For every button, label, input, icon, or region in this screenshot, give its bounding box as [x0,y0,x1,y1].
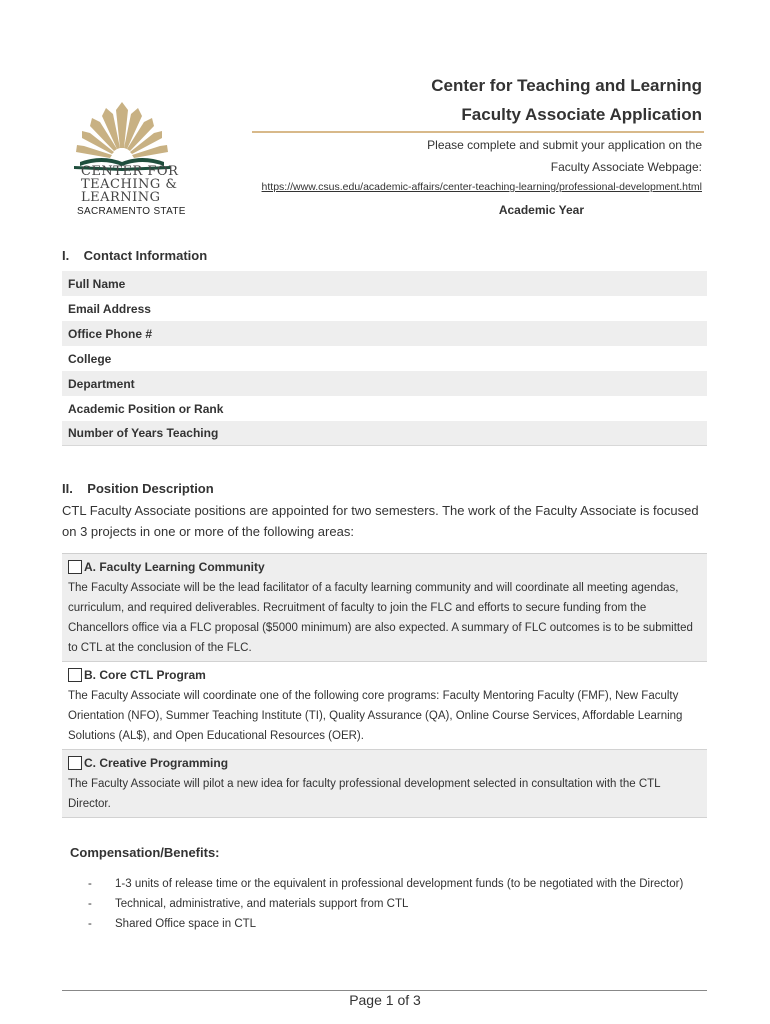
area-b-description: The Faculty Associate will coordinate one of the following core programs: Faculty Mentoring Faculty (FMF), New Faculty Orientation (NFO), Summer Teaching Institute (TI), Quality Assurance (QA), Online Course Services, Affordable Learning Solutions (AL$), and Open Educational Resources (OER). [68,690,683,742]
checkbox-area-c[interactable] [68,756,82,770]
logo-line-3: LEARNING [81,190,161,205]
list-item: - Technical, administrative, and materials support from CTL [88,894,708,914]
footer-divider [62,990,707,991]
field-position-rank[interactable]: Academic Position or Rank [68,401,224,416]
header-divider [252,131,704,133]
field-full-name[interactable]: Full Name [62,271,707,296]
field-years-teaching[interactable]: Number of Years Teaching [62,421,707,446]
compensation-item-3: Shared Office space in CTL [115,918,257,930]
field-college[interactable]: College [68,351,112,366]
area-faculty-learning-community [62,554,707,662]
list-item: - 1-3 units of release time or the equivalent in professional development funds (to be negotiated with the Director) [88,874,708,894]
area-a-description: The Faculty Associate will be the lead facilitator of a faculty learning community and will coordinate all meeting agendas, curriculum, and required deliverables. Recruitment of faculty to join the FLC and efforts to secure funding from the Chancellors office via a FLC proposal ($5000 minimum) are also expected. A summary of FLC outcomes is to be submitted to CTL at the conclusion of the FLC. [68,582,693,654]
area-c-description: The Faculty Associate will pilot a new idea for faculty professional development selected in consultation with the CTL Director. [68,778,661,810]
page-subtitle: Faculty Associate Application [461,105,702,124]
logo-line-1: CENTER FOR [81,164,179,179]
area-creative-programming [62,750,707,818]
compensation-title: Compensation/Benefits: [70,845,220,860]
logo-line-2: TEACHING & [81,177,178,192]
page-title: Center for Teaching and Learning [431,76,702,95]
logo-subtitle: SACRAMENTO STATE [77,206,186,217]
instruction-line-2: Faculty Associate Webpage: [550,160,702,174]
contact-table [62,271,707,446]
page-number: Page 1 of 3 [349,992,421,1008]
field-email[interactable]: Email Address [68,301,151,316]
checkbox-area-b[interactable] [68,668,82,682]
compensation-item-2: Technical, administrative, and materials support from CTL [115,898,409,910]
compensation-item-1: 1-3 units of release time or the equivalent in professional development funds (to be negotiated with the Director) [115,878,684,890]
instruction-line-1: Please complete and submit your application on the [427,138,702,152]
academic-year-label: Academic Year [498,203,584,217]
position-section-title: II. Position Description [62,481,214,496]
contact-section-title: I. Contact Information [62,248,208,263]
position-intro: CTL Faculty Associate positions are appointed for two semesters. The work of the Faculty Associate is focused on 3 projects in one or more of the following areas: [62,503,699,539]
area-a-label: A. Faculty Learning Community [84,560,265,574]
list-item: - Shared Office space in CTL [88,914,708,934]
checkbox-area-a[interactable] [68,560,82,574]
area-c-label: C. Creative Programming [84,756,229,770]
logo-wordmark [81,165,178,204]
compensation-list [88,874,708,934]
field-office-phone[interactable]: Office Phone # [62,321,707,346]
field-department[interactable]: Department [62,371,707,396]
area-core-ctl-program [62,662,707,750]
area-b-label: B. Core CTL Program [84,668,206,682]
areas-list [62,553,707,818]
webpage-link[interactable]: https://www.csus.edu/academic-affairs/center-teaching-learning/professional-development.html [261,181,702,193]
